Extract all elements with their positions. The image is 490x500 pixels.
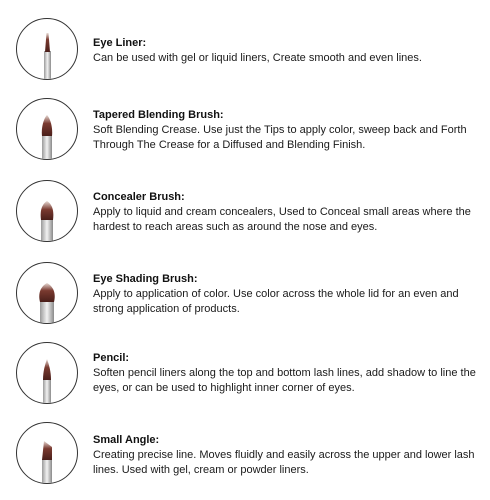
brush-description: Creating precise line. Moves fluidly and easily across the upper and lower lash lines. Used with gel, cream or powder liners. <box>93 449 475 476</box>
brush-item-text <box>93 433 483 478</box>
brush-description: Soft Blending Crease. Use just the Tips to apply color, sweep back and Forth Through The Crease for a Diffused and Blending Finish. <box>93 124 467 151</box>
brush-title: Pencil: <box>93 352 130 364</box>
brush-item-eye-shading <box>0 260 490 340</box>
brush-description: Soften pencil liners along the top and bottom lash lines, add shadow to line the eyes, or can be used to highlight inner corner of eyes. <box>93 367 476 394</box>
brush-title: Eye Liner: <box>93 37 147 49</box>
brush-item-text <box>93 108 483 153</box>
brush-title: Small Angle: <box>93 434 160 446</box>
brush-title: Tapered Blending Brush: <box>93 109 224 121</box>
brush-item-pencil <box>0 340 490 420</box>
brush-description: Apply to liquid and cream concealers, Used to Conceal small areas where the hardest to reach areas such as around the nose and eyes. <box>93 206 471 233</box>
brush-item-text <box>93 272 483 317</box>
eye-liner-brush-icon <box>16 18 78 80</box>
eye-shading-brush-icon <box>16 262 78 324</box>
brush-title: Concealer Brush: <box>93 191 185 203</box>
brush-item-text <box>93 36 483 66</box>
pencil-brush-icon <box>16 342 78 404</box>
small-angle-brush-icon <box>16 422 78 484</box>
brush-title: Eye Shading Brush: <box>93 273 198 285</box>
brush-item-text <box>93 351 483 396</box>
tapered-blending-brush-icon <box>16 98 78 160</box>
brush-item-tapered-blending <box>0 96 490 176</box>
brush-item-small-angle <box>0 420 490 500</box>
concealer-brush-icon <box>16 180 78 242</box>
brush-item-text <box>93 190 483 235</box>
brush-item-eye-liner <box>0 16 490 96</box>
brush-item-concealer <box>0 178 490 258</box>
brush-description: Apply to application of color. Use color across the whole lid for an even and strong application of products. <box>93 288 459 315</box>
brush-description: Can be used with gel or liquid liners, Create smooth and even lines. <box>93 52 422 64</box>
